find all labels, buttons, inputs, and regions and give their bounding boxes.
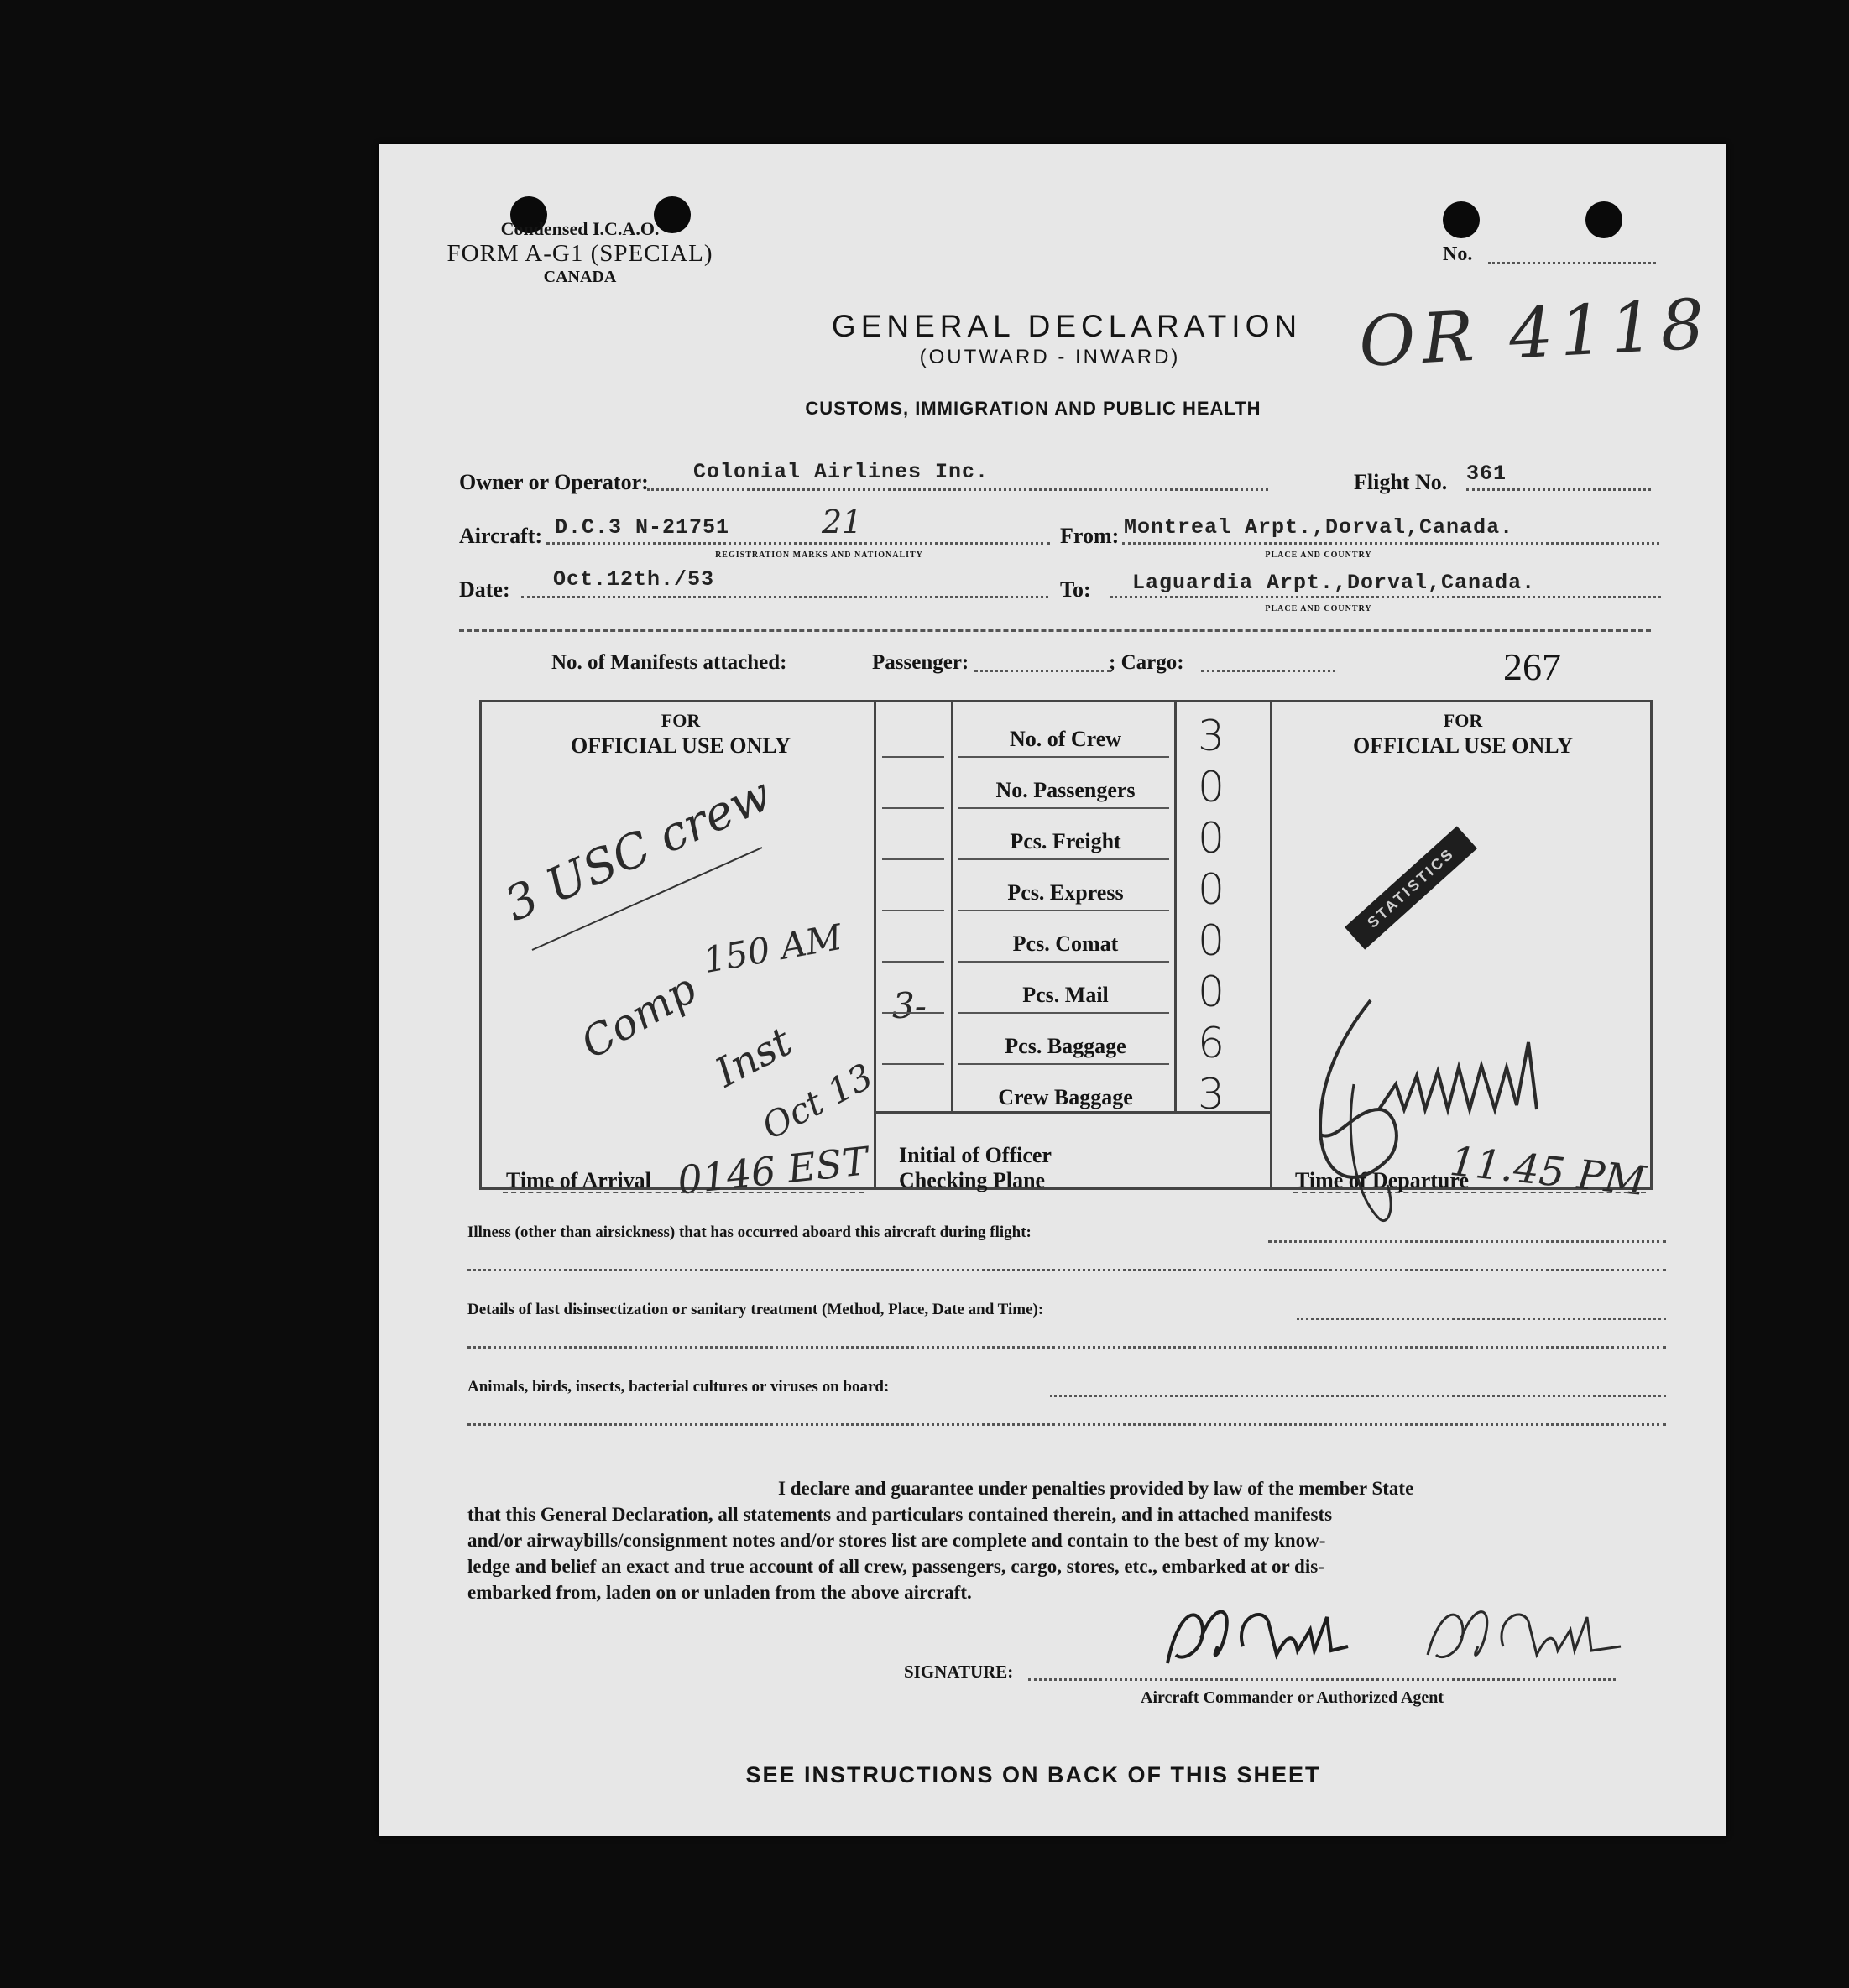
- date-label: Date:: [459, 577, 510, 602]
- row-label: No. of Crew: [1009, 727, 1122, 751]
- departure-handwritten: 11.45 PM: [1447, 1137, 1648, 1206]
- disinsect-line-1: [1297, 1318, 1666, 1320]
- owner-label: Owner or Operator:: [459, 470, 649, 494]
- handwritten-reference: OR 4118: [1356, 284, 1713, 383]
- for-right: FOR: [1443, 710, 1483, 731]
- row-tick: [882, 961, 944, 963]
- for-left: FOR: [661, 710, 701, 731]
- animals-label: Animals, birds, insects, bacterial cultures or viruses on board:: [467, 1378, 890, 1396]
- form-line-3: CANADA: [543, 268, 617, 286]
- form-line-1: Condensed I.C.A.O.: [500, 218, 660, 239]
- commander-signature: [1151, 1571, 1654, 1688]
- statement-line-4: ledge and belief an exact and true account of all crew, passengers, cargo, stores, etc., embarked at or dis-: [467, 1556, 1324, 1577]
- to-line: [1110, 596, 1661, 598]
- row-divider: [958, 858, 1169, 860]
- punch-hole-icon: [1443, 201, 1480, 238]
- date-value: Oct.12th./53: [553, 567, 715, 592]
- row-value: 3: [1198, 1070, 1225, 1119]
- row-tick: [882, 756, 944, 758]
- statement-line-2: that this General Declaration, all statements and particulars contained therein, and in attached manifests: [467, 1504, 1333, 1525]
- official-right: OFFICIAL USE ONLY: [1353, 733, 1573, 758]
- punch-hole-icon: [1585, 201, 1622, 238]
- aircraft-line: [546, 542, 1050, 545]
- disinsect-line-2: [467, 1346, 1666, 1349]
- form-line-2: FORM A-G1 (SPECIAL): [447, 240, 713, 267]
- from-label: From:: [1060, 524, 1120, 548]
- manifests-label: No. of Manifests attached:: [551, 651, 787, 674]
- cargo-manifest-label: ; Cargo:: [1109, 651, 1184, 674]
- form-id-block: [429, 218, 731, 287]
- number-label: No.: [1443, 243, 1473, 265]
- departure-label: Time of Departure: [1295, 1168, 1469, 1192]
- arrival-line: [503, 1192, 864, 1193]
- signature-label: SIGNATURE:: [904, 1662, 1014, 1682]
- footer-instructions: SEE INSTRUCTIONS ON BACK OF THIS SHEET: [745, 1762, 1321, 1787]
- number-line: [1488, 262, 1656, 264]
- from-sublabel: PLACE AND COUNTRY: [1265, 550, 1372, 560]
- passenger-manifest-line: [974, 670, 1110, 672]
- passenger-manifest-label: Passenger:: [872, 651, 969, 674]
- hand-note-inst: Inst: [708, 1018, 800, 1097]
- row-tick: [882, 1063, 944, 1065]
- row-label: Crew Baggage: [998, 1085, 1133, 1109]
- statement-line-5: embarked from, laden on or unladen from the above aircraft.: [467, 1582, 972, 1603]
- row-value: 0: [1198, 968, 1225, 1016]
- row-tick: [882, 1012, 944, 1014]
- animals-line-1: [1050, 1395, 1666, 1397]
- row-value: 0: [1198, 814, 1225, 863]
- row-tick: [882, 807, 944, 809]
- row-divider: [958, 1063, 1169, 1065]
- hand-note-date: Oct 13: [755, 1055, 880, 1148]
- official-use-left: [496, 708, 865, 759]
- row-label: Pcs. Mail: [1022, 983, 1109, 1007]
- owner-value: Colonial Airlines Inc.: [693, 460, 990, 484]
- row-label: Pcs. Freight: [1010, 829, 1121, 853]
- to-value: Laguardia Arpt.,Dorval,Canada.: [1132, 571, 1536, 595]
- aircraft-sublabel: REGISTRATION MARKS AND NATIONALITY: [715, 550, 923, 560]
- row-label: Pcs. Express: [1007, 880, 1124, 905]
- row-divider: [958, 807, 1169, 809]
- row-divider: [958, 961, 1169, 963]
- row-tick: [882, 858, 944, 860]
- illness-line-2: [467, 1269, 1666, 1271]
- row-label: Pcs. Comat: [1012, 931, 1119, 956]
- officer-label-2: Checking Plane: [899, 1168, 1046, 1192]
- signature-caption: Aircraft Commander or Authorized Agent: [1141, 1688, 1444, 1707]
- flight-value: 361: [1466, 462, 1507, 486]
- table-divider-left: [874, 700, 876, 1190]
- hand-note-mail: 3-: [892, 985, 927, 1026]
- to-label: To:: [1060, 577, 1091, 602]
- hand-note-time: 150 AM: [700, 916, 845, 982]
- row-divider: [958, 756, 1169, 758]
- official-use-right: [1278, 708, 1648, 759]
- row-value: 0: [1198, 916, 1225, 965]
- arrival-label: Time of Arrival: [506, 1168, 651, 1192]
- cargo-manifest-line: [1201, 670, 1335, 672]
- official-left: OFFICIAL USE ONLY: [571, 733, 791, 758]
- from-line: [1122, 542, 1659, 545]
- from-value: Montreal Arpt.,Dorval,Canada.: [1124, 515, 1514, 540]
- page-subtitle: (OUTWARD - INWARD): [919, 346, 1181, 368]
- aircraft-handwritten: 21: [822, 504, 863, 540]
- stamp-text: STATISTICS: [1364, 844, 1458, 931]
- row-value: 0: [1198, 763, 1225, 811]
- row-label: No. Passengers: [995, 778, 1136, 802]
- aircraft-value: D.C.3 N-21751: [555, 515, 730, 540]
- table-divider-mid: [951, 700, 953, 1111]
- disinsect-label: Details of last disinsectization or sanitary treatment (Method, Place, Date and Time):: [467, 1301, 1044, 1318]
- row-divider: [958, 1012, 1169, 1014]
- official-initials-signature: [1287, 984, 1639, 1235]
- illness-line-1: [1268, 1240, 1666, 1243]
- aircraft-label: Aircraft:: [459, 524, 543, 548]
- owner-line: [647, 488, 1268, 491]
- to-sublabel: PLACE AND COUNTRY: [1265, 604, 1372, 613]
- arrival-handwritten: 0146 EST: [675, 1138, 870, 1203]
- row-value: 0: [1198, 865, 1225, 914]
- hand-note-comp: Comp: [572, 963, 705, 1069]
- section-divider: [459, 629, 1651, 632]
- table-divider-right: [1270, 700, 1272, 1190]
- page-title: GENERAL DECLARATION: [831, 309, 1303, 343]
- flight-label: Flight No.: [1354, 470, 1448, 494]
- row-divider: [958, 910, 1169, 911]
- flight-line: [1466, 488, 1651, 491]
- row-value: 3: [1198, 712, 1225, 760]
- row-tick: [882, 910, 944, 911]
- hand-note-crew: 3 USC crew: [497, 766, 780, 933]
- agencies-heading: CUSTOMS, IMMIGRATION AND PUBLIC HEALTH: [805, 398, 1261, 419]
- statement-line-1: I declare and guarantee under penalties provided by law of the member State: [778, 1478, 1414, 1499]
- row-value: 6: [1198, 1019, 1225, 1067]
- statement-line-3: and/or airwaybills/consignment notes and/or stores list are complete and contain to the best of my know-: [467, 1530, 1326, 1551]
- row-label: Pcs. Baggage: [1005, 1034, 1126, 1058]
- illness-label: Illness (other than airsickness) that has occurred aboard this aircraft during flight:: [467, 1224, 1032, 1241]
- date-line: [521, 596, 1048, 598]
- officer-label-1: Initial of Officer: [899, 1143, 1052, 1167]
- animals-line-2: [467, 1423, 1666, 1426]
- manifest-number: 267: [1503, 645, 1561, 688]
- declaration-sheet: [379, 144, 1726, 1836]
